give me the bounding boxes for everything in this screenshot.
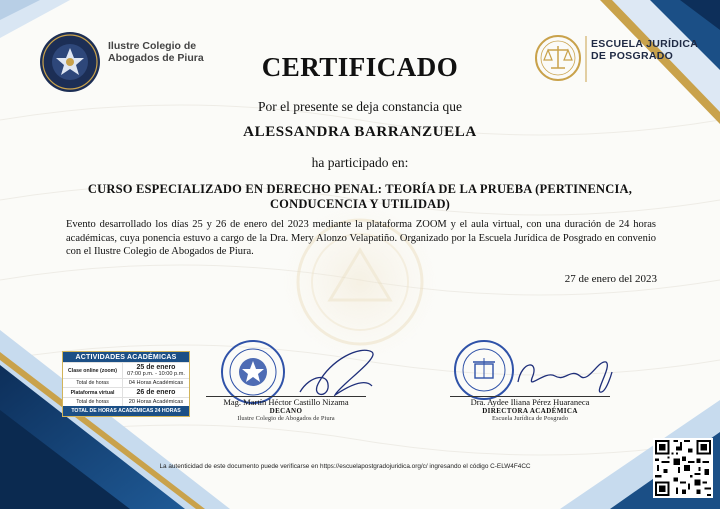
activity-label: Total de horas <box>63 398 123 406</box>
activities-title: ACTIVIDADES ACADÉMICAS <box>63 352 189 362</box>
activity-label: Total de horas <box>63 379 123 387</box>
certificate-title: CERTIFICADO <box>261 52 459 82</box>
activity-date: 25 de enero <box>136 364 176 371</box>
activity-row <box>63 362 189 378</box>
dean-name: Mag. Martín Héctor Castillo Nizama <box>223 397 349 407</box>
activity-value: 04 Horas Académicas <box>128 380 184 386</box>
activity-time: 07:00 p.m. - 10:00 p.m. <box>127 371 185 377</box>
qr-code[interactable] <box>653 438 713 498</box>
activity-label: Clase online (zoom) <box>63 363 123 378</box>
ejp-stamp <box>455 341 513 399</box>
activity-date: 26 de enero <box>136 389 176 396</box>
dean-org: Ilustre Colegio de Abogados de Piura <box>237 415 335 422</box>
icap-stamp <box>222 341 284 403</box>
verification-footer: La autenticidad de este documento puede verificarse en https://escuelapostgradojuridica.org/c/ ingresando el código C-ELW4F4CC <box>159 463 531 470</box>
course-title: CURSO ESPECIALIZADO EN DERECHO PENAL: TEORÍA DE LA PRUEBA (PERTINENCIA, CONDUCENCIA Y UTILIDAD) <box>87 182 633 211</box>
director-name: Dra. Aydee Iliana Pérez Huaraneca <box>470 397 590 407</box>
event-description: Evento desarrollado los días 25 y 26 de enero del 2023 mediante la plataforma ZOOM y el aula virtual, con una duración de 24 horas académicas, cuya ponencia estuvo a cargo de la Dra. Mery Alonzo Velapatiño. Organizado por la Escuela Jurídica de Posgrado en convenio con el Ilustre Colegio de Abogados de Piura. <box>66 219 656 257</box>
activity-row <box>63 378 189 387</box>
director-signature-block <box>450 396 610 422</box>
dean-signature-block <box>206 396 366 422</box>
activity-value: 20 Horas Académicas <box>128 399 184 405</box>
participated-text: ha participado en: <box>311 155 409 170</box>
activity-value <box>123 388 189 397</box>
activities-table <box>62 351 190 417</box>
activities-total: TOTAL DE HORAS ACADÉMICAS 24 HORAS <box>63 406 189 416</box>
activity-label: Plataforma virtual <box>63 388 123 397</box>
top-left-corner-decoration <box>0 0 70 38</box>
director-org: Escuela Jurídica de Posgrado <box>492 415 568 422</box>
activity-value <box>123 363 189 378</box>
constancia-text: Por el presente se deja constancia que <box>258 99 462 114</box>
activity-row <box>63 387 189 397</box>
issue-date: 27 de enero del 2023 <box>564 273 657 285</box>
dean-role: DECANO <box>269 407 303 415</box>
director-role: DIRECTORA ACADÉMICA <box>482 407 578 415</box>
icap-org-name: Ilustre Colegio de Abogados de Piura <box>108 40 204 64</box>
recipient-name: ALESSANDRA BARRANZUELA <box>243 124 477 140</box>
ejp-org-name: ESCUELA JURÍDICA DE POSGRADO <box>591 38 698 62</box>
activity-row <box>63 397 189 406</box>
director-signature-stroke <box>518 362 612 392</box>
